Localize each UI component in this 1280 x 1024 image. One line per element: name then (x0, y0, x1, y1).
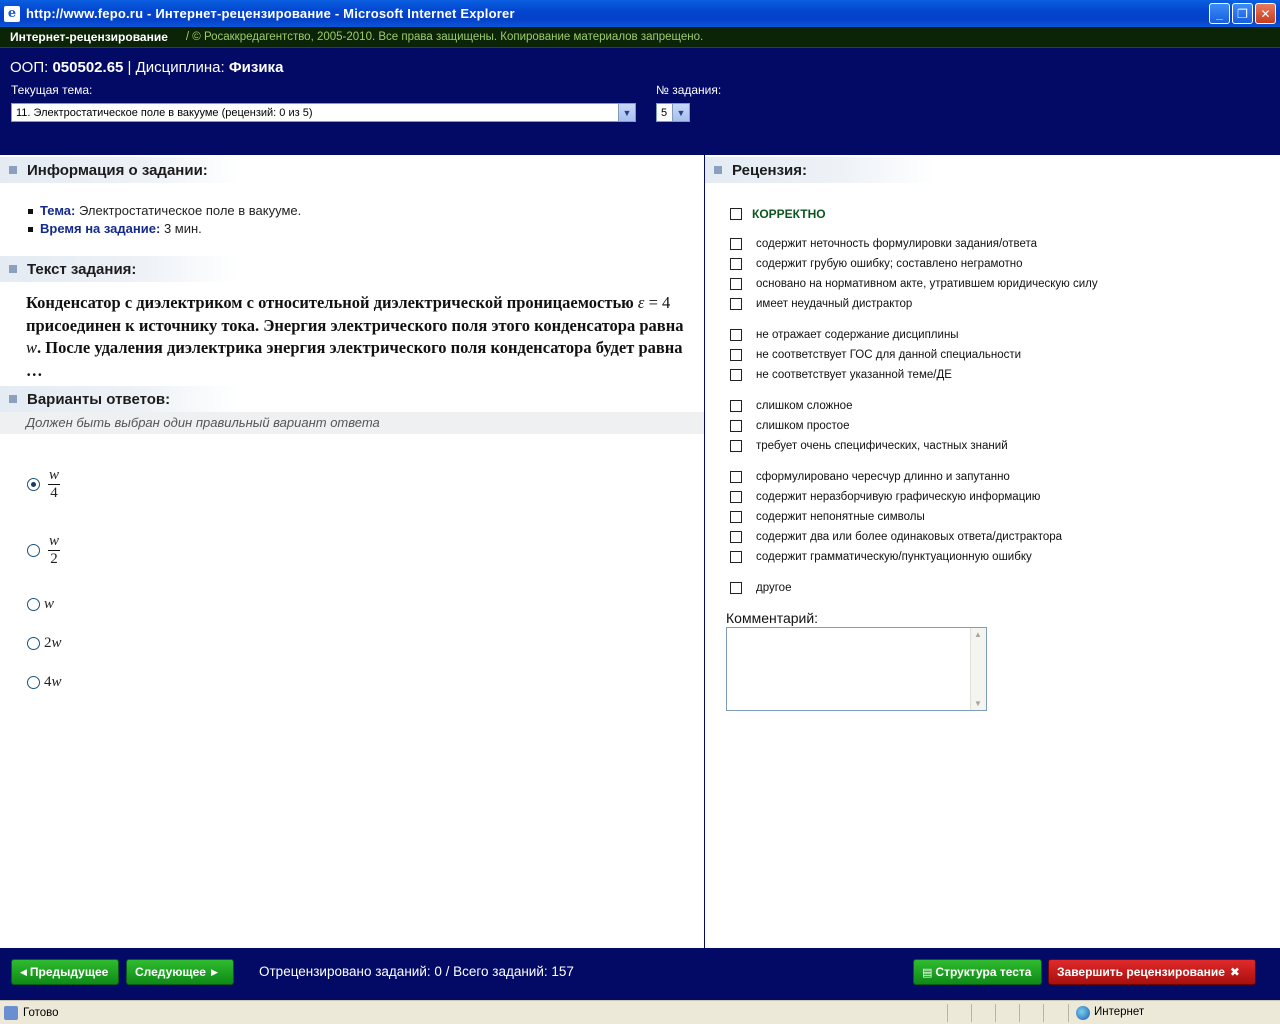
app-name: Интернет-рецензирование (10, 30, 168, 44)
radio-button[interactable] (27, 598, 40, 611)
topic-select[interactable] (11, 103, 636, 122)
scroll-down-icon[interactable]: ▼ (974, 699, 982, 708)
section-title: Рецензия: (732, 161, 808, 179)
page-icon (4, 1006, 18, 1020)
section-task-text (0, 256, 240, 282)
comment-label: Комментарий: (726, 610, 819, 626)
checkbox[interactable] (730, 298, 742, 310)
test-structure-button[interactable]: ▤ Структура теста (913, 959, 1042, 985)
review-item[interactable]: сформулировано чересчур длинно и запутанно (730, 471, 1010, 483)
answer-option-3[interactable]: w (27, 596, 54, 613)
maximize-icon[interactable]: ❐ (1232, 3, 1253, 24)
oop-line (10, 59, 283, 76)
scrollbar[interactable] (970, 628, 986, 710)
section-review (705, 157, 935, 183)
answers-hint: Должен быть выбран один правильный вариант ответа (0, 412, 704, 434)
status-bar (0, 1000, 1280, 1024)
review-item[interactable]: основано на нормативном акте, утратившем юридическую силу (730, 278, 1098, 290)
square-bullet-icon (9, 265, 17, 273)
discipline-value: Физика (228, 59, 284, 76)
list-item: Тема: Электростатическое поле в вакууме. (28, 203, 301, 221)
next-button[interactable]: Следующее ▶ (126, 959, 234, 985)
close-icon: ✖ (1229, 965, 1240, 979)
answer-option-4[interactable]: 2w (27, 635, 62, 652)
correct-label: КОРРЕКТНО (752, 207, 826, 221)
checkbox[interactable] (730, 511, 742, 523)
checkbox[interactable] (730, 440, 742, 452)
chevron-down-icon[interactable]: ▼ (672, 104, 689, 121)
radio-button[interactable] (27, 478, 40, 491)
window-titlebar (0, 0, 1280, 27)
answer-option-5[interactable]: 4w (27, 674, 62, 691)
chevron-left-icon: ◀ (20, 966, 27, 977)
checkbox[interactable] (730, 238, 742, 250)
fraction: $\frac{w}{4}$ (49, 467, 60, 501)
section-task-info (0, 157, 240, 183)
review-item[interactable]: не соответствует ГОС для данной специальности (730, 349, 1021, 361)
zone-text: Интернет (1094, 1006, 1145, 1018)
checkbox[interactable] (730, 582, 742, 594)
checkbox[interactable] (730, 471, 742, 483)
radio-button[interactable] (27, 544, 40, 557)
review-item[interactable]: содержит грамматическую/пунктуационную ошибку (730, 551, 1032, 563)
checkbox[interactable] (730, 420, 742, 432)
section-title: Варианты ответов: (27, 390, 171, 408)
minimize-icon[interactable]: _ (1209, 3, 1230, 24)
app-topstrip (0, 27, 1280, 48)
square-bullet-icon (714, 166, 722, 174)
review-item[interactable]: содержит неразборчивую графическую информацию (730, 491, 1040, 503)
status-text: Готово (23, 1006, 59, 1019)
oop-label: ООП: (10, 59, 49, 76)
checkbox[interactable] (730, 258, 742, 270)
topic-label: Текущая тема: (11, 83, 93, 97)
square-bullet-icon (9, 166, 17, 174)
checkbox[interactable] (730, 208, 742, 220)
finish-review-button[interactable]: Завершить рецензирование ✖ (1048, 959, 1256, 985)
oop-value: 050502.65 (52, 59, 124, 76)
discipline-label: Дисциплина: (135, 59, 225, 76)
review-item[interactable]: слишком сложное (730, 400, 852, 412)
review-item[interactable]: слишком простое (730, 420, 849, 432)
chevron-right-icon: ▶ (210, 966, 218, 977)
task-number-select[interactable] (656, 103, 690, 122)
ie-icon: e (4, 6, 20, 22)
checkbox[interactable] (730, 491, 742, 503)
radio-button[interactable] (27, 637, 40, 650)
task-number-label: № задания: (656, 83, 722, 97)
checkbox[interactable] (730, 278, 742, 290)
chevron-down-icon[interactable]: ▼ (618, 104, 635, 121)
review-item[interactable]: требует очень специфических, частных знаний (730, 440, 1008, 452)
topic-select-value: 11. Электростатическое поле в вакууме (рецензий: 0 из 5) (16, 106, 313, 119)
review-item[interactable]: не соответствует указанной теме/ДЕ (730, 369, 952, 381)
list-item: Время на задание: 3 мин. (28, 221, 301, 239)
checkbox[interactable] (730, 531, 742, 543)
header-separator: | (127, 59, 132, 76)
close-icon[interactable]: ✕ (1255, 3, 1276, 24)
task-info-list (28, 203, 301, 239)
review-item[interactable]: не отражает содержание дисциплины (730, 329, 959, 341)
task-text: Конденсатор с диэлектриком с относительной диэлектрической проницаемостью ε = 4 присоединен к источнику тока. Энергия электрического поля этого конденсатора равна w. После удаления диэлектрика энергия электрического поля конденсатора будет равна … (26, 293, 684, 380)
review-item[interactable]: содержит непонятные символы (730, 511, 925, 523)
list-icon: ▤ (922, 966, 933, 979)
checkbox[interactable] (730, 369, 742, 381)
fraction: $\frac{w}{2}$ (49, 533, 60, 567)
review-counter: Отрецензировано заданий: 0 / Всего заданий: 157 (259, 964, 574, 979)
review-item[interactable]: содержит неточность формулировки задания/ответа (730, 238, 1037, 250)
comment-textarea[interactable] (726, 627, 987, 711)
section-title: Текст задания: (27, 260, 137, 278)
review-item[interactable]: содержит грубую ошибку; составлено неграмотно (730, 258, 1023, 270)
square-bullet-icon (9, 395, 17, 403)
globe-icon (1076, 1006, 1090, 1020)
previous-button[interactable]: ◀ Предыдущее (11, 959, 119, 985)
review-panel (705, 155, 1280, 948)
answer-option-2[interactable] (27, 533, 60, 568)
radio-button[interactable] (27, 676, 40, 689)
section-title: Информация о задании: (27, 161, 208, 179)
task-panel (0, 155, 704, 948)
correct-checkbox-row[interactable] (730, 207, 826, 221)
checkbox[interactable] (730, 349, 742, 361)
bottom-bar (0, 948, 1280, 1000)
copyright: / © Росаккредагентство, 2005-2010. Все права защищены. Копирование материалов запрещено. (185, 31, 704, 43)
checkbox[interactable] (730, 329, 742, 341)
page-header (0, 48, 1280, 155)
task-number-value: 5 (661, 106, 668, 119)
window-title: http://www.fepo.ru - Интернет-рецензирование - Microsoft Internet Explorer (26, 6, 515, 21)
review-item[interactable]: содержит два или более одинаковых ответа/дистрактора (730, 531, 1062, 543)
answer-option-1[interactable] (27, 467, 60, 502)
checkbox[interactable] (730, 551, 742, 563)
scroll-up-icon[interactable]: ▲ (974, 630, 982, 639)
review-item[interactable]: другое (730, 582, 791, 594)
checkbox[interactable] (730, 400, 742, 412)
section-answers (0, 386, 240, 412)
review-item[interactable]: имеет неудачный дистрактор (730, 298, 912, 310)
